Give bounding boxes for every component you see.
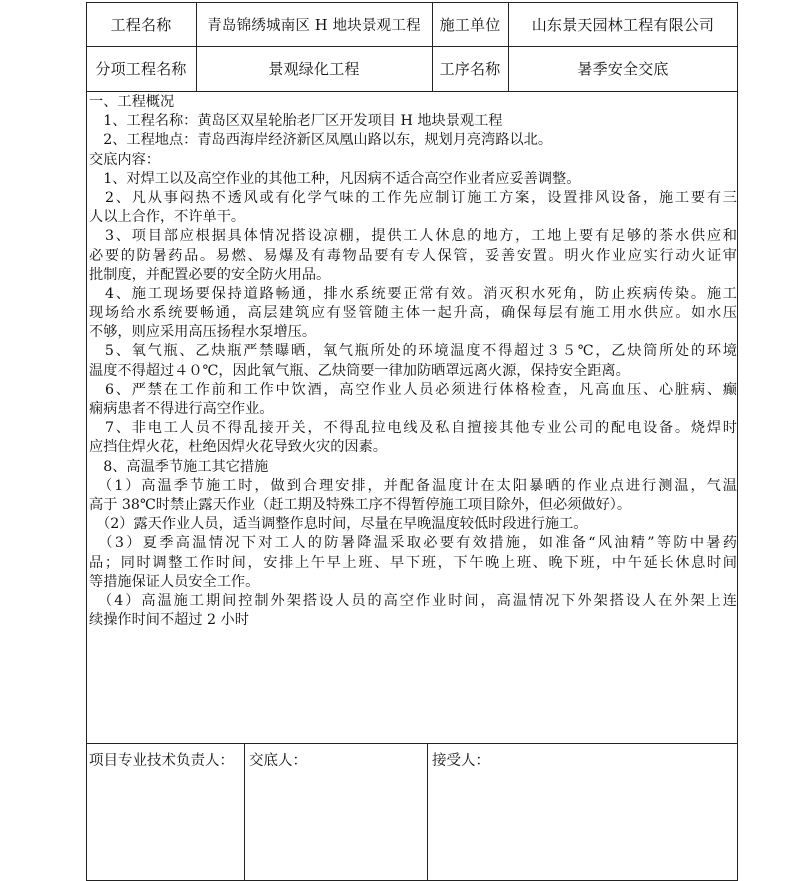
content-line: 8、高温季节施工其它措施 xyxy=(89,458,269,475)
project-name-value: 青岛锦绣城南区 H 地块景观工程 xyxy=(207,17,421,34)
content-line: 1、对焊工以及高空作业的其他工种，凡因病不适合高空作业者应妥善调整。 xyxy=(89,170,581,187)
content-line: 7、非电工人员不得乱接开关，不得乱拉电线及私自擅接其他专业公司的配电设备。烧焊时 xyxy=(89,420,737,437)
content-line: 1、工程名称：黄岛区双星轮胎老厂区开发项目 H 地块景观工程 xyxy=(89,113,503,130)
tech-lead-signature-label: 项目专业技术负责人： xyxy=(89,753,234,769)
row-divider-2 xyxy=(86,91,738,92)
contractor-label: 施工单位 xyxy=(439,15,501,34)
content-line: 3、项目部应根据具体情况搭设凉棚，提供工人休息的地方，工地上要有足够的茶水供应和 xyxy=(89,228,737,245)
content-line: 温度不得超过４０℃，因此氧气瓶、乙炔筒要一律加防晒罩远离火源，保持安全距离。 xyxy=(89,362,630,379)
process-label: 工序名称 xyxy=(439,60,501,78)
content-line: 续操作时间不超过 2 小时 xyxy=(89,612,249,629)
content-line: 应挡住焊火花，杜绝因焊火花导致火灾的因素。 xyxy=(89,439,387,456)
content-line: 2、凡从事闷热不透风或有化学气味的工作先应制订施工方案，设置排风设备，施工要有三 xyxy=(89,189,737,206)
content-line: 等措施保证人员安全工作。 xyxy=(89,573,260,590)
content-line: 5、氧气瓶、乙炔瓶严禁曝晒，氧气瓶所处的环境温度不得超过３５℃，乙炔筒所处的环境 xyxy=(89,343,737,360)
content-line: 不够，则应采用高压扬程水泵增压。 xyxy=(89,324,317,341)
project-name-label: 工程名称 xyxy=(110,15,172,34)
contractor-value: 山东景天园林工程有限公司 xyxy=(531,15,715,34)
sub-project-label: 分项工程名称 xyxy=(95,60,187,78)
content-line: 人以上合作，不许单干。 xyxy=(89,209,246,226)
discloser-signature-label: 交底人： xyxy=(249,753,307,769)
content-line: 痫病患者不得进行高空作业。 xyxy=(89,401,274,417)
content-line: 必要的防暑药品。易燃、易爆及有毒物品要有专人保管，妥善安置。明火作业应实行动火证审 xyxy=(89,247,737,264)
content-line: （2）露天作业人员，适当调整作息时间，尽量在早晚温度较低时段进行施工。 xyxy=(89,516,588,533)
row-divider-3 xyxy=(86,743,738,744)
disclosure-content xyxy=(89,93,737,630)
content-line: （4）高温施工期间控制外架搭设人员的高空作业时间，高温情况下外架搭设人在外架上连 xyxy=(89,592,737,609)
content-line: 品；同时调整工作时间，安排上午早上班、早下班，下午晚上班、晚下班，中午延长休息时间 xyxy=(89,554,737,571)
safety-disclosure-form xyxy=(86,2,738,881)
content-line: 6、严禁在工作前和工作中饮酒，高空作业人员必须进行体格检查，凡高血压、心脏病、癫 xyxy=(89,381,737,398)
content-line: 4、施工现场要保持道路畅通，排水系统要正常有效。消灭积水死角，防止疾病传染。施工 xyxy=(89,285,737,302)
content-line: 高于 38℃时禁止露天作业（赶工期及特殊工序不得暂停施工项目除外，但必须做好）。 xyxy=(89,496,632,513)
content-line: 现场给水系统要畅通，高层建筑应有竖管随主体一起升高，确保每层有施工用水供应。如水压 xyxy=(89,305,737,322)
content-line: 批制度，并配置必要的安全防火用品。 xyxy=(89,266,331,283)
content-line: 交底内容： xyxy=(89,151,160,168)
sig-divider-2 xyxy=(427,743,428,881)
content-line: （3）夏季高温情况下对工人的防暑降温采取必要有效措施，如准备“风油精”等防中暑药 xyxy=(89,535,737,552)
receiver-signature-label: 接受人： xyxy=(432,753,490,769)
content-line: 2、工程地点：青岛西海岸经济新区凤凰山路以东，规划月亮湾路以北。 xyxy=(89,132,553,149)
content-line: 一、工程概况 xyxy=(89,94,175,110)
content-line: （1）高温季节施工时，做到合理安排，并配备温度计在太阳暴晒的作业点进行测温，气温 xyxy=(89,477,737,494)
sub-project-value: 景观绿化工程 xyxy=(268,60,360,78)
sig-divider-1 xyxy=(244,743,245,881)
process-value: 暑季安全交底 xyxy=(577,60,669,78)
